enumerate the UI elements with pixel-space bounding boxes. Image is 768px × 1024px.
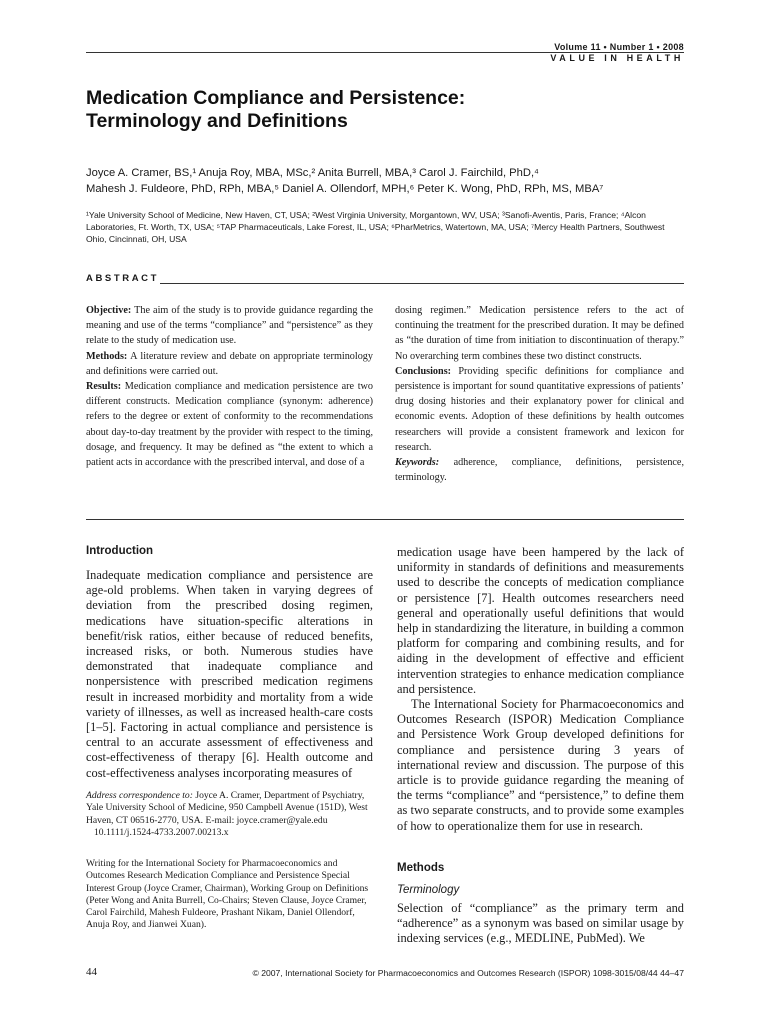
introduction-text: Inadequate medication compliance and persistence are age-old problems. When taken in varying degrees of deviation from the prescribed dosing regimen, medications have situation-specific alterations in benefit/risk ratios, either because of reduced benefits, increased risks, or both. Numerous studies have demonstrated that inadequate compliance and nonpersistence with prescribed medication regimens result in increased morbidity and mortality from a wide variety of illnesses, as well as increased health-care costs [1–5]. Factoring in actual compliance and persistence is central to an accurate assessment of effectiveness and cost-effectiveness of therapy [6]. Health outcome and cost-effectiveness analyses incorporating measures of: [86, 568, 373, 780]
intro-right-paragraph-2: The International Society for Pharmacoeconomics and Outcomes Research (ISPOR) Medication Compliance and Persistence Work Group developed definitions for compliance and persistence during 3 years of international review and discussion. The purpose of this article is to provide guidance regarding the meaning of the terms “compliance” and “persistence,” to define them as two separate constructs, and to provide some examples of how to operationalize them for use in research.: [397, 697, 684, 833]
abstract-keywords: [395, 455, 684, 485]
page-number: 44: [86, 966, 97, 978]
intro-right-paragraph-1: medication usage have been hampered by the lack of uniformity in standards of definitions and measurements used to describe the concepts of medication compliance or persistence [7]. Health outcomes researchers need general and operationally useful definitions that would help in standardizing the literature, in building a common platform for comparing and combining results, and for aiding in the development of effective and efficient intervention strategies to enhance medication compliance and persistence.: [397, 545, 684, 696]
abstract-conclusions: [395, 364, 684, 455]
abstract-left-column: [86, 303, 373, 470]
abstract-methods: [86, 349, 373, 379]
methods-text: A literature review and debate on appropriate terminology and definitions were carried out.: [86, 350, 373, 377]
title-line-1: Medication Compliance and Persistence:: [86, 87, 466, 109]
objective-label: Objective:: [86, 305, 132, 316]
copyright-footer: © 2007, International Society for Pharmacoeconomics and Outcomes Research (ISPOR) 1098-3015/08/44 44–47: [252, 968, 684, 978]
abstract-objective: [86, 303, 373, 349]
abstract-bottom-divider: [86, 519, 684, 520]
abstract-divider: [160, 283, 684, 284]
journal-name: VALUE IN HEALTH: [550, 53, 684, 63]
introduction-heading: Introduction: [86, 545, 154, 557]
abstract-results: [86, 379, 373, 470]
objective-text: The aim of the study is to provide guidance regarding the meaning and use of the terms “compliance” and “persistence” as they relate to the study of medication use.: [86, 305, 373, 347]
conclusions-label: Conclusions:: [395, 365, 452, 377]
introduction-right-column: [397, 545, 684, 834]
abstract-results-continued: dosing regimen.” Medication persistence refers to the act of continuing the treatment for the prescribed duration. It may be defined as “the duration of time from initiation to discontinuation of therapy.” No overarching term combines these two distinct constructs.: [395, 305, 684, 362]
author-list: [86, 165, 686, 197]
methods-heading: Methods: [397, 862, 445, 874]
methods-label: Methods:: [86, 350, 128, 362]
abstract-right-column: [395, 303, 684, 485]
affiliations: ¹Yale University School of Medicine, New Haven, CT, USA; ²West Virginia University, Morgantown, WV, USA; ³Sanofi-Aventis, Paris, France; ⁴Alcon Laboratories, Ft. Worth, TX, USA; ⁵TAP Pharmaceuticals, Lake Forest, IL, USA; ⁶PharMetrics, Watertown, MA, USA; ⁷Mercy Health Partners, Southwest Ohio, Cincinnati, OH, USA: [86, 210, 665, 244]
conclusions-text: Providing specific definitions for compliance and persistence is important for sound quantitative expressions of patients’ drug dosing histories and their explanatory power for clinical and economic events. Adoption of these definitions by health outcomes researchers will provide a consistent framework and lexicon for research.: [395, 365, 684, 453]
results-text: Medication compliance and medication persistence are two different constructs. Medication compliance (synonym: adherence) refers to the degree or extent of conformity to the recommendations about day-to-day treatment by the provider with respect to the timing, dosage, and frequency. It may be defined as “the extent to which a patient acts in accordance with the prescribed interval, and dose of a: [86, 381, 374, 469]
writing-group-note: Writing for the International Society for Pharmacoeconomics and Outcomes Research Medication Compliance and Persistence Special Interest Group (Joyce Cramer, Chairman), Working Group on Definitions (Peter Wong and Anita Burrell, Co-Chairs; Steven Clause, Joyce Cramer, Carol Fairchild, Mahesh Fuldeore, Prashant Nikam, Daniel Ollendorf, Anuja Roy, and Jianwei Xuan).: [86, 858, 369, 931]
keywords-label: Keywords:: [395, 457, 440, 469]
terminology-subheading: Terminology: [397, 884, 460, 896]
journal-volume: Volume 11 • Number 1 • 2008: [554, 42, 684, 52]
authors-line-1: Joyce A. Cramer, BS,¹ Anuja Roy, MBA, MSc,² Anita Burrell, MBA,³ Carol J. Fairchild, PhD,⁴: [86, 167, 539, 179]
title-line-2: Terminology and Definitions: [86, 110, 348, 132]
article-title: [86, 87, 646, 133]
correspondence-text: Joyce A. Cramer, Department of Psychiatry, Yale University School of Medicine, 950 Campbell Avenue (151D), West Haven, CT 06516-2770, USA. E-mail: joyce.cramer@yale.edu: [86, 790, 368, 826]
methods-text: Selection of “compliance” as the primary term and “adherence” as a synonym was based on similar usage by indexing services (e.g., MEDLINE, PubMed). We: [397, 901, 684, 946]
correspondence-label: Address correspondence to:: [86, 790, 193, 801]
doi: 10.1111/j.1524-4733.2007.00213.x: [94, 826, 229, 838]
correspondence-note: [86, 790, 373, 839]
abstract-label: ABSTRACT: [86, 273, 160, 284]
keywords-text: adherence, compliance, definitions, persistence, terminology.: [395, 457, 685, 484]
results-label: Results:: [86, 381, 122, 393]
authors-line-2: Mahesh J. Fuldeore, PhD, RPh, MBA,⁵ Daniel A. Ollendorf, MPH,⁶ Peter K. Wong, PhD, RPh, MS, MBA⁷: [86, 183, 604, 195]
